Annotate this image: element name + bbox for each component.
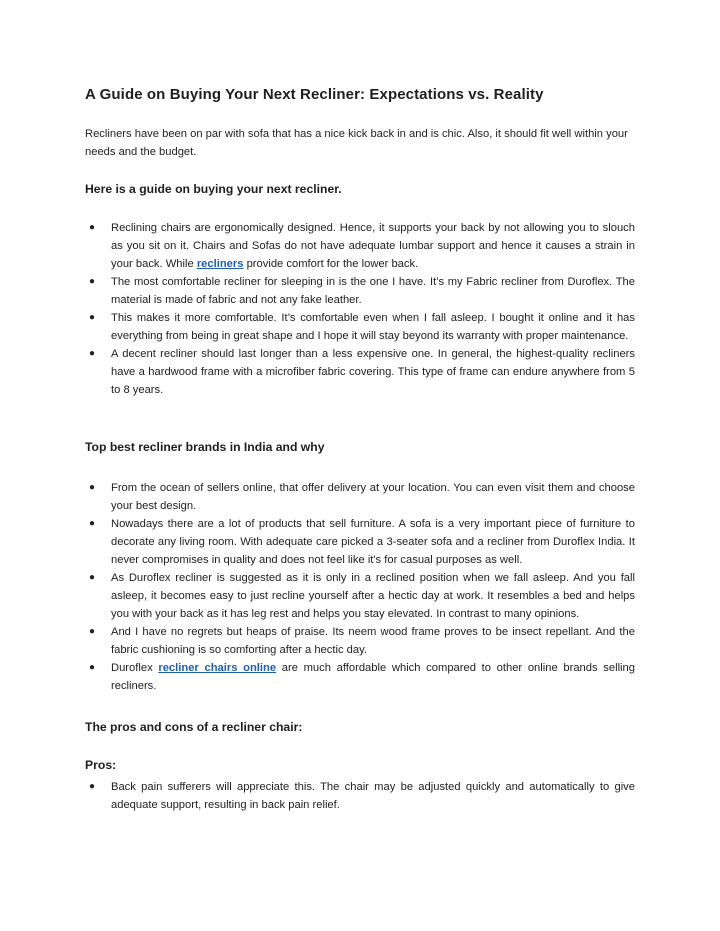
list-item: ● The most comfortable recliner for sleeping in is the one I have. It’s my Fabric recliner from Duroflex. The material is made of fabric and not any fake leather. — [85, 273, 635, 309]
bullet-icon: ● — [89, 781, 96, 792]
intro-paragraph: Recliners have been on par with sofa that has a nice kick back in and is chic. Also, it should fit well within your needs and the budget. — [85, 128, 628, 158]
bullet-icon: ● — [89, 312, 96, 323]
section-heading-brands: Top best recliner brands in India and why — [85, 440, 325, 454]
guide-list — [85, 219, 635, 399]
list-item: ● From the ocean of sellers online, that offer delivery at your location. You can even visit them and choose your best design. — [85, 479, 635, 515]
pros-list — [85, 778, 635, 814]
bullet-icon: ● — [89, 572, 96, 583]
brands-list — [85, 479, 635, 695]
list-item: ● And I have no regrets but heaps of praise. Its neem wood frame proves to be insect repellant. And the fabric cushioning is so comforting after a hectic day. — [85, 623, 635, 659]
list-item: ● Back pain sufferers will appreciate this. The chair may be adjusted quickly and automatically to give adequate support, resulting in back pain relief. — [85, 778, 635, 814]
recliners-link[interactable]: recliners — [196, 258, 244, 270]
list-item: ● Duroflex recliner chairs online are much affordable which compared to other online brands selling recliners. — [85, 659, 635, 695]
list-item: ● Reclining chairs are ergonomically designed. Hence, it supports your back by not allowing you to slouch as you sit on it. Chairs and Sofas do not have adequate lumbar support and hence it causes a strain in your back. While recliners provide comfort for the lower back. — [85, 219, 635, 273]
page-title: A Guide on Buying Your Next Recliner: Expectations vs. Reality — [85, 86, 544, 103]
section-heading-pros-cons: The pros and cons of a recliner chair: — [85, 720, 303, 734]
bullet-icon: ● — [89, 222, 96, 233]
section-heading-guide: Here is a guide on buying your next recliner. — [85, 182, 342, 196]
recliner-chairs-online-link[interactable]: recliner chairs online — [158, 662, 277, 674]
list-item: ● A decent recliner should last longer than a less expensive one. In general, the highest-quality recliners have a hardwood frame with a microfiber fabric covering. This type of frame can endure anywhere from 5 to 8 years. — [85, 345, 635, 399]
bullet-icon: ● — [89, 626, 96, 637]
bullet-icon: ● — [89, 276, 96, 287]
bullet-icon: ● — [89, 662, 96, 673]
list-item: ● This makes it more comfortable. It’s comfortable even when I fall asleep. I bought it online and it has everything from being in great shape and I hope it will stay beyond its warranty with proper maintenance. — [85, 309, 635, 345]
list-item: ● Nowadays there are a lot of products that sell furniture. A sofa is a very important piece of furniture to decorate any living room. With adequate care picked a 3-seater sofa and a recliner from Duroflex India. It never compromises in quality and does not feel like it's for casual purposes as well. — [85, 515, 635, 569]
bullet-icon: ● — [89, 518, 96, 529]
list-item: ● As Duroflex recliner is suggested as it is only in a reclined position when we fall asleep. And you fall asleep, it becomes easy to just recline yourself after a hectic day at work. It resembles a bed and helps you with your back as it has leg rest and helps you stay elevated. In contrast to many opinions. — [85, 569, 635, 623]
bullet-icon: ● — [89, 348, 96, 359]
bullet-icon: ● — [89, 482, 96, 493]
pros-heading: Pros: — [85, 758, 117, 772]
